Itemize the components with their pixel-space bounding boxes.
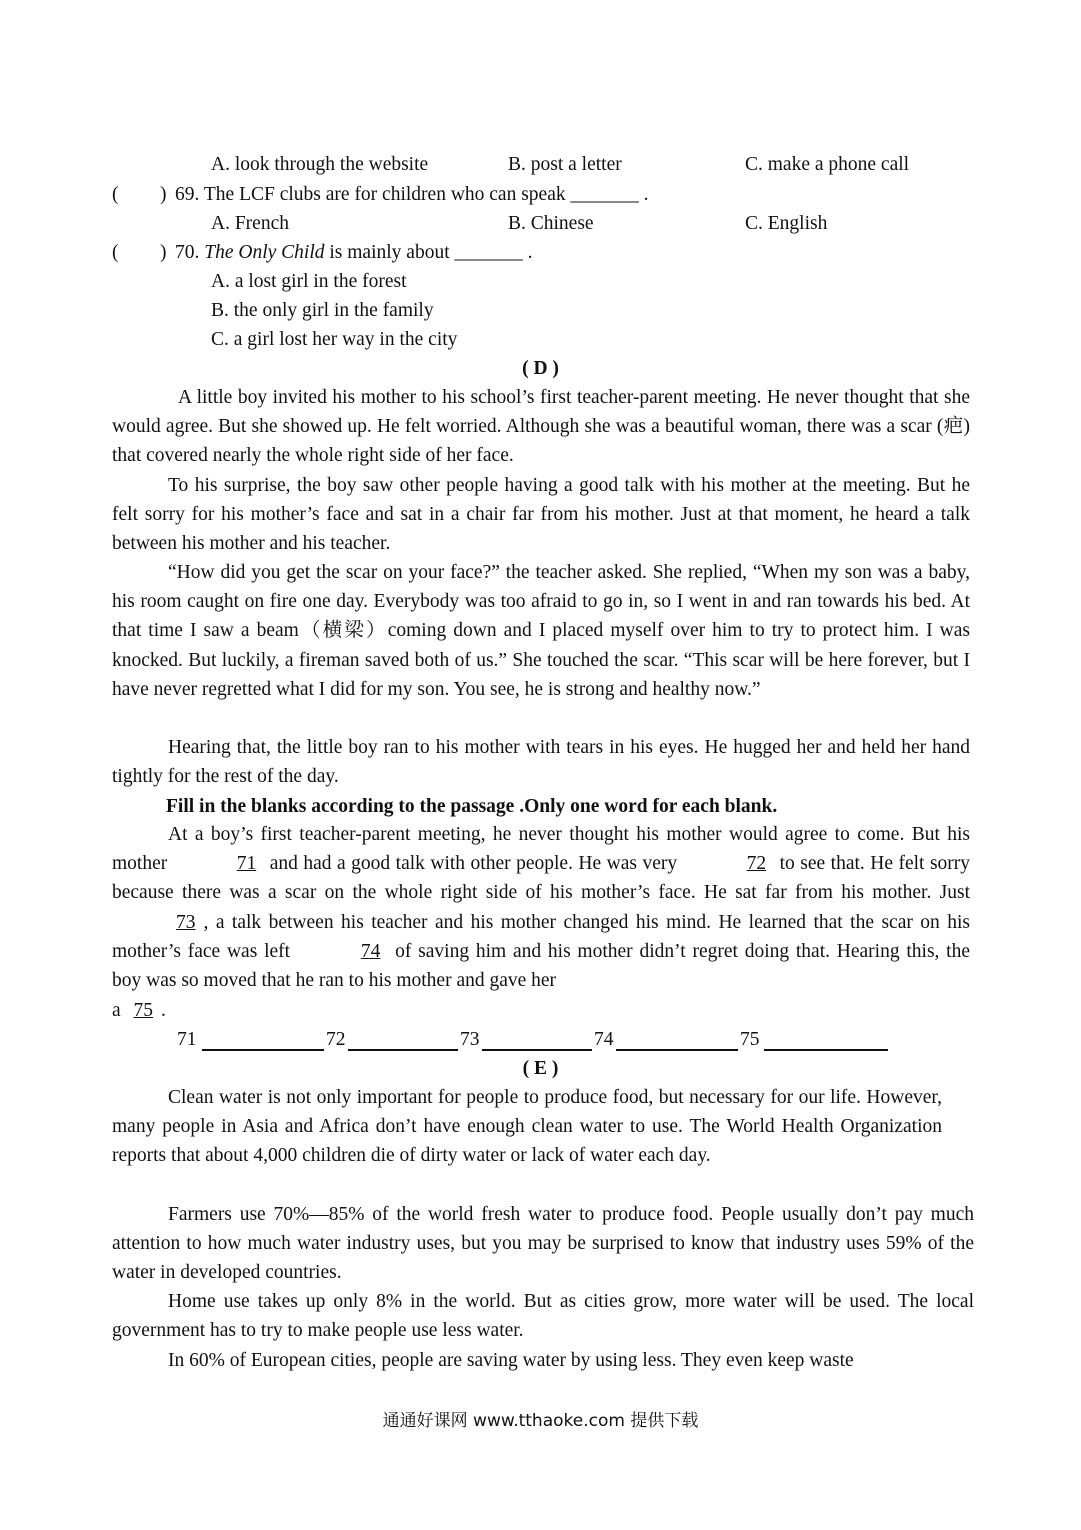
- q69-option-b: B. Chinese: [508, 213, 594, 234]
- fill-in-instruction: Fill in the blanks according to the passage .Only one word for each blank.: [166, 796, 778, 817]
- section-e-paragraph-2: Farmers use 70%—85% of the world fresh water to produce food. People usually don’t pay much attention to how much water industry uses, but you may be surprised to know that industry uses 59% of the water in developed countries.: [112, 1204, 974, 1284]
- page-footer: 通通好课网 www.tthaoke.com 提供下载: [382, 1411, 699, 1431]
- answer-label-71: 71: [177, 1029, 197, 1050]
- question-70-number: 70.: [175, 242, 200, 263]
- q69-option-a: A. French: [211, 213, 289, 234]
- answer-line-74[interactable]: [616, 1049, 738, 1051]
- blank-73: 73: [176, 911, 196, 933]
- answer-paren-close: ): [160, 184, 167, 205]
- section-d-paragraph-4: Hearing that, the little boy ran to his mother with tears in his eyes. He hugged her and held her hand tightly for the rest of the day.: [112, 737, 970, 788]
- q70-option-b: B. the only girl in the family: [211, 300, 434, 321]
- answer-paren-open: (: [112, 184, 119, 205]
- section-e-paragraph-1: Clean water is not only important for people to produce food, but necessary for our life. However, many people in Asia and Africa don’t have enough clean water to use. The World Health Organization reports that about 4,000 children die of dirty water or lack of water each day.: [112, 1087, 942, 1167]
- answer-label-74: 74: [594, 1029, 614, 1050]
- q68-option-b: B. post a letter: [508, 154, 622, 175]
- answer-paren-close: ): [160, 242, 167, 263]
- fill-last-line: [112, 1001, 166, 1021]
- blank-74: 74: [360, 940, 381, 962]
- q68-option-c: C. make a phone call: [745, 154, 910, 175]
- answer-lines: [0, 1030, 1081, 1054]
- q70-option-c: C. a girl lost her way in the city: [211, 329, 458, 350]
- blank-71: 71: [236, 853, 257, 875]
- fill-text: , a talk between his teacher and his mother changed his mind. He learned that the scar on his mother’s face was left: [112, 911, 970, 962]
- book-title: The Only Child: [204, 242, 325, 263]
- answer-label-73: 73: [460, 1029, 480, 1050]
- q70-option-a: A. a lost girl in the forest: [211, 271, 407, 292]
- q68-option-a: A. look through the website: [211, 154, 429, 175]
- section-d-heading: ( D ): [522, 358, 559, 379]
- section-d-paragraph-2: To his surprise, the boy saw other people having a good talk with his mother at the meeting. But he felt sorry for his mother’s face and sat in a chair far from his mother. Just at that moment, he heard a talk between his mother and his teacher.: [112, 475, 970, 555]
- answer-line-75[interactable]: [764, 1049, 888, 1051]
- q69-option-c: C. English: [745, 213, 828, 234]
- answer-line-73[interactable]: [482, 1049, 592, 1051]
- section-d-paragraph-3: “How did you get the scar on your face?” the teacher asked. She replied, “When my son was a baby, his room caught on fire one day. Everybody was too afraid to go in, so I went in and ran towards his bed. At that time I saw a beam（横梁）coming down and I placed myself over him to try to protect him. I was knocked. But luckily, a fireman saved both of us.” She touched the scar. “This scar will be here forever, but I have never regretted what I did for my son. You see, he is strong and healthy now.”: [112, 562, 970, 700]
- section-d-paragraph-1: A little boy invited his mother to his school’s first teacher-parent meeting. He never thought that she would agree. But she showed up. He felt worried. Although she was a beautiful woman, there was a scar (疤) that covered nearly the whole right side of her face.: [112, 387, 970, 467]
- fill-text: .: [161, 1000, 166, 1021]
- blank-72: 72: [746, 853, 767, 875]
- fill-text: of saving him and his mother didn’t regret doing that. Hearing this, the boy was so moved that he ran to his mother and gave her: [112, 940, 971, 992]
- answer-paren-open: (: [112, 242, 119, 263]
- blank-75: 75: [133, 1000, 154, 1021]
- question-69-text: 69. The LCF clubs are for children who can speak _______ .: [175, 184, 649, 205]
- question-70-text: is mainly about _______ .: [329, 242, 533, 263]
- fill-text: and had a good talk with other people. He was very: [269, 853, 678, 875]
- section-e-paragraph-4: In 60% of European cities, people are saving water by using less. They even keep waste: [168, 1350, 854, 1371]
- fill-in-passage: [112, 820, 970, 995]
- answer-label-75: 75: [740, 1029, 760, 1050]
- fill-text: to see that. He felt sorry because there was a scar on the whole right side of his mother’s face. He sat far from his mother. Just: [112, 853, 971, 904]
- answer-line-72[interactable]: [348, 1049, 458, 1051]
- fill-text: At a boy’s first teacher-parent meeting, he never thought his mother would agree to come. But his mother: [112, 824, 970, 875]
- section-e-paragraph-3: Home use takes up only 8% in the world. But as cities grow, more water will be used. The local government has to try to make people use less water.: [112, 1291, 974, 1342]
- section-e-heading: ( E ): [522, 1058, 559, 1079]
- answer-line-71[interactable]: [202, 1049, 324, 1051]
- fill-text: a: [112, 1000, 121, 1021]
- answer-label-72: 72: [326, 1029, 346, 1050]
